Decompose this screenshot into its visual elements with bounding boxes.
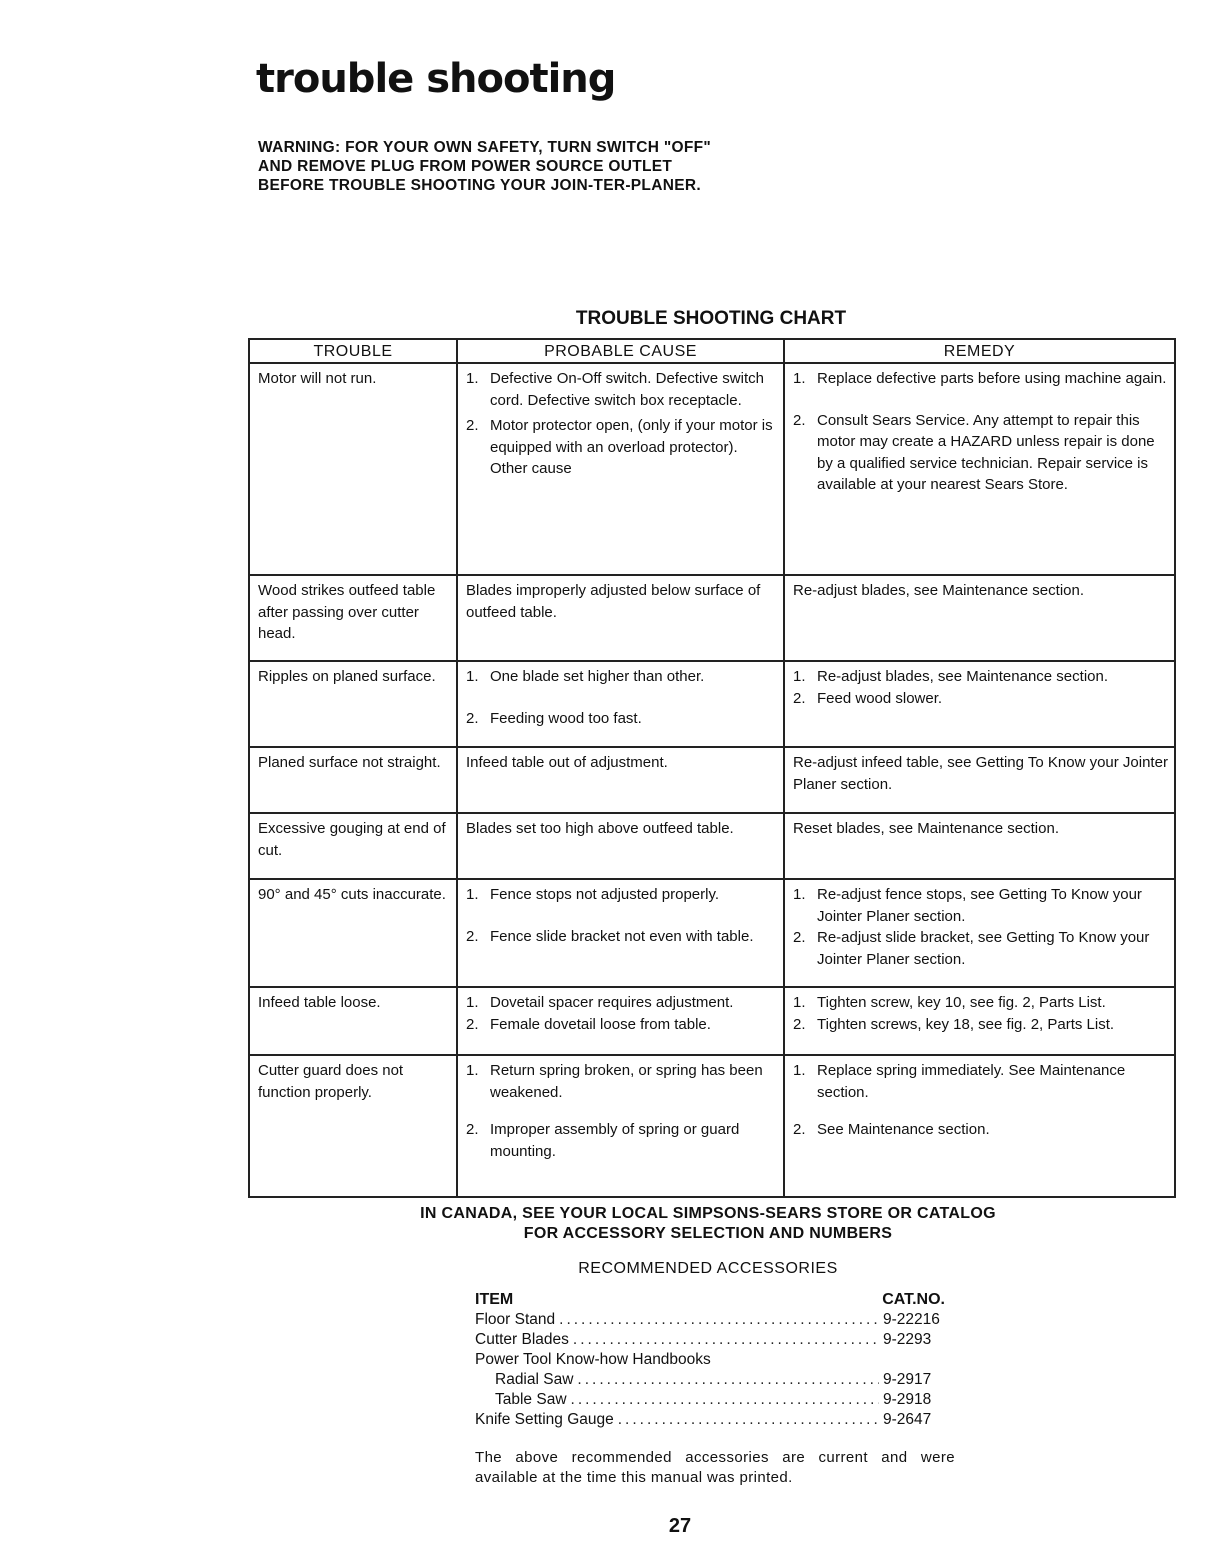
canada-notice: IN CANADA, SEE YOUR LOCAL SIMPSONS-SEARS STORE OR CATALOG FOR ACCESSORY SELECTION AND NUMBERS xyxy=(420,1205,996,1242)
table-row xyxy=(249,1055,1175,1197)
trouble-cell: Planed surface not straight. xyxy=(249,747,457,813)
accessory-item: Table Saw xyxy=(495,1391,567,1408)
cause-cell xyxy=(457,661,784,747)
list-item xyxy=(475,1350,945,1370)
list-item: 1. Replace defective parts before using machine again. xyxy=(793,370,1167,387)
list-item: 1. One blade set higher than other. xyxy=(466,668,705,685)
table-row xyxy=(249,575,1175,661)
trouble-cell: Motor will not run. xyxy=(249,363,457,575)
list-item: 2. Motor protector open, (only if your motor is equipped with an overload protector). Other cause xyxy=(466,417,773,477)
accessory-cat-no: 9-2293 xyxy=(883,1331,932,1348)
list-item: 2. Feed wood slower. xyxy=(793,689,943,707)
dot-leader xyxy=(573,1330,879,1350)
table-row xyxy=(249,879,1175,987)
accessory-item: Cutter Blades xyxy=(475,1331,569,1348)
dot-leader xyxy=(618,1410,879,1430)
list-item: 1. Tighten screw, key 10, see fig. 2, Parts List. xyxy=(793,994,1106,1011)
list-item xyxy=(475,1410,945,1430)
list-item xyxy=(475,1370,945,1390)
list-item: 2. Fence slide bracket not even with table. xyxy=(466,927,754,945)
trouble-cell: Ripples on planed surface. xyxy=(249,661,457,747)
accessory-group: Power Tool Know-how Handbooks xyxy=(475,1351,711,1368)
item-header: ITEM xyxy=(475,1291,514,1308)
accessory-cat-no: 9-2647 xyxy=(883,1411,932,1428)
cat-no-header: CAT.NO. xyxy=(882,1291,945,1308)
header-remedy: REMEDY xyxy=(784,339,1175,363)
cause-cell xyxy=(457,879,784,987)
table-row xyxy=(249,813,1175,879)
page-number: 27 xyxy=(668,1515,692,1537)
accessories-list xyxy=(475,1290,945,1430)
trouble-cell: 90° and 45° cuts inaccurate. xyxy=(249,879,457,987)
cause-cell xyxy=(457,363,784,575)
header-trouble: TROUBLE xyxy=(249,339,457,363)
page-title: trouble shooting xyxy=(256,56,616,102)
remedy-cell xyxy=(784,879,1175,987)
cause-cell xyxy=(457,987,784,1055)
accessory-item: Radial Saw xyxy=(495,1371,574,1388)
list-item: 2. Improper assembly of spring or guard mounting. xyxy=(466,1121,740,1160)
trouble-cell: Wood strikes outfeed table after passing over cutter head. xyxy=(249,575,457,661)
list-item: 2. Female dovetail loose from table. xyxy=(466,1015,711,1033)
table-row xyxy=(249,747,1175,813)
list-item: 1. Dovetail spacer requires adjustment. xyxy=(466,994,734,1011)
accessories-title: RECOMMENDED ACCESSORIES xyxy=(578,1260,838,1277)
dot-leader xyxy=(571,1390,879,1410)
table-row xyxy=(249,363,1175,575)
accessory-cat-no: 9-2918 xyxy=(883,1391,932,1408)
accessory-item: Floor Stand xyxy=(475,1311,556,1328)
trouble-cell: Infeed table loose. xyxy=(249,987,457,1055)
chart-title: TROUBLE SHOOTING CHART xyxy=(575,308,847,329)
list-item xyxy=(475,1330,945,1350)
remedy-cell xyxy=(784,363,1175,575)
list-item: 1. Fence stops not adjusted properly. xyxy=(466,886,720,903)
remedy-cell: Reset blades, see Maintenance section. xyxy=(784,813,1175,879)
cause-cell xyxy=(457,1055,784,1197)
remedy-cell: Re-adjust infeed table, see Getting To Know your Jointer Planer section. xyxy=(784,747,1175,813)
safety-warning: WARNING: FOR YOUR OWN SAFETY, TURN SWITCH "OFF" AND REMOVE PLUG FROM POWER SOURCE OUTLET BEFORE TROUBLE SHOOTING YOUR JOIN-TER-PLANER. xyxy=(258,139,712,194)
list-item: 2. Tighten screws, key 18, see fig. 2, Parts List. xyxy=(793,1015,1115,1033)
remedy-cell: Re-adjust blades, see Maintenance section. xyxy=(784,575,1175,661)
list-item: 2. Re-adjust slide bracket, see Getting To Know your Jointer Planer section. xyxy=(793,929,1150,968)
accessory-cat-no: 9-2917 xyxy=(883,1371,932,1388)
dot-leader xyxy=(577,1370,879,1390)
trouble-shooting-chart xyxy=(248,338,1176,1198)
cause-cell: Blades improperly adjusted below surface of outfeed table. xyxy=(457,575,784,661)
cause-cell: Blades set too high above outfeed table. xyxy=(457,813,784,879)
list-item: 2. Feeding wood too fast. xyxy=(466,709,642,727)
accessory-cat-no: 9-22216 xyxy=(883,1311,940,1328)
table-row xyxy=(249,987,1175,1055)
trouble-cell: Cutter guard does not function properly. xyxy=(249,1055,457,1197)
trouble-cell: Excessive gouging at end of cut. xyxy=(249,813,457,879)
accessory-item: Knife Setting Gauge xyxy=(475,1411,614,1428)
remedy-cell xyxy=(784,1055,1175,1197)
chart-header-row xyxy=(249,339,1175,363)
list-item xyxy=(475,1390,945,1410)
list-item: 1. Re-adjust blades, see Maintenance section. xyxy=(793,668,1109,685)
list-item: 2. See Maintenance section. xyxy=(793,1121,990,1138)
cause-cell: Infeed table out of adjustment. xyxy=(457,747,784,813)
list-item: 1. Replace spring immediately. See Maintenance section. xyxy=(793,1062,1126,1101)
accessories-note: The above recommended accessories are current and were available at the time this manual was printed. xyxy=(475,1449,955,1486)
list-item xyxy=(475,1310,945,1330)
list-item: 1. Defective On-Off switch. Defective switch cord. Defective switch box receptacle. xyxy=(466,370,764,409)
remedy-cell xyxy=(784,661,1175,747)
list-item: 1. Re-adjust fence stops, see Getting To Know your Jointer Planer section. xyxy=(793,886,1142,925)
remedy-cell xyxy=(784,987,1175,1055)
accessories-header xyxy=(475,1290,945,1310)
header-probable-cause: PROBABLE CAUSE xyxy=(457,339,784,363)
list-item: 2. Consult Sears Service. Any attempt to repair this motor may create a HAZARD unless repair is done by a qualified service technician. Repair service is available at your nearest Sears Store. xyxy=(793,411,1155,493)
list-item: 1. Return spring broken, or spring has been weakened. xyxy=(466,1062,763,1101)
table-row xyxy=(249,661,1175,747)
dot-leader xyxy=(559,1310,879,1330)
